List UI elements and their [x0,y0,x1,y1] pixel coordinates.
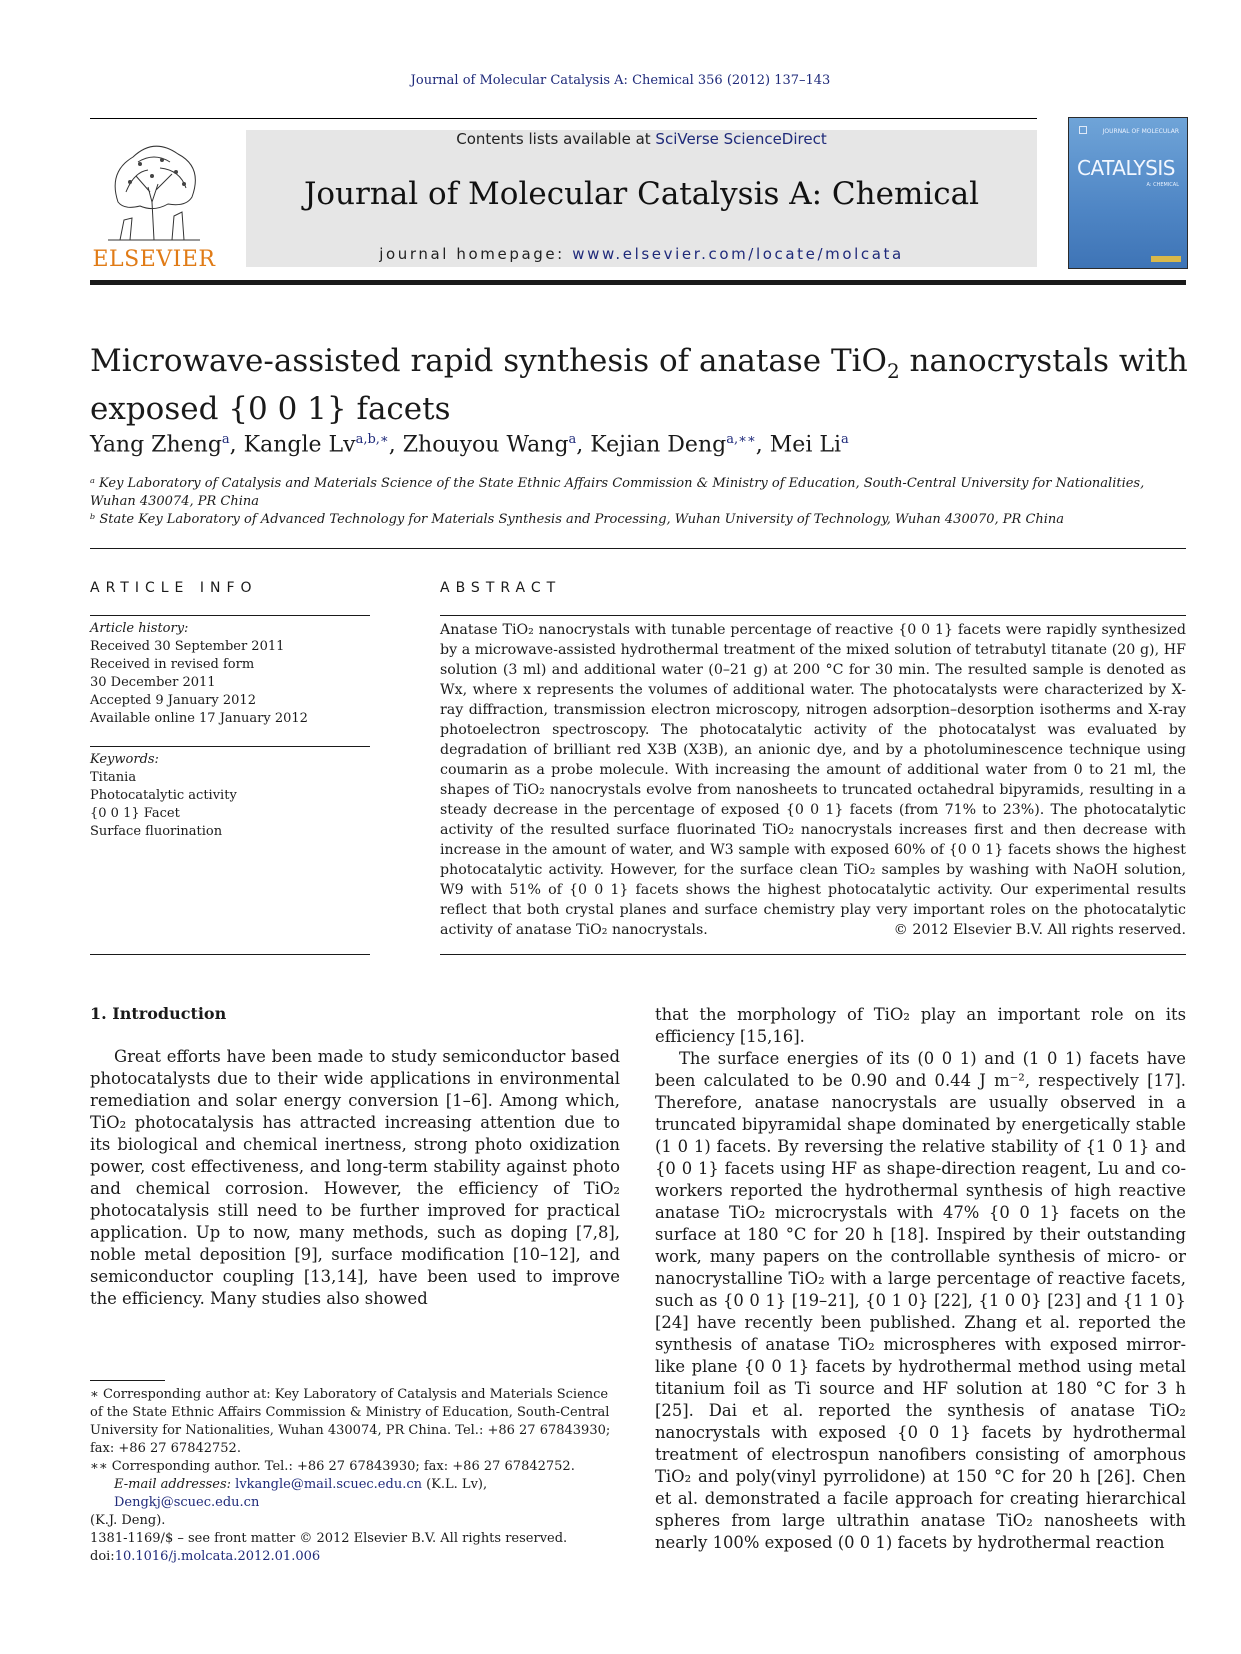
history-item: Received in revised form [90,657,255,672]
cover-title: CATALYSIS [1077,156,1175,180]
history-item: Available online 17 January 2012 [90,711,308,726]
journal-citation-link[interactable]: Journal of Molecular Catalysis A: Chemical 356 (2012) 137–143 [410,73,831,88]
elsevier-wordmark: ELSEVIER [92,247,216,272]
footnote-rule [90,1380,165,1381]
keywords-block [90,751,370,841]
contents-prefix: Contents lists available at [456,130,656,148]
title-part-1: Microwave-assisted rapid synthesis of anatase TiO [90,343,887,379]
top-rule [90,118,1037,119]
email-owner-deng: (K.J. Deng). [90,1513,166,1528]
body-column-left [90,1046,620,1310]
author-list: Yang Zheng$^a$, Kangle $Lv^{a,b,∗}$, Zhouyou Wang$^a$, Kejian Deng$^{a,∗∗}$, Mei Li$^a$ [90,432,849,458]
doi-link[interactable]: 10.1016/j.molcata.2012.01.006 [114,1549,321,1564]
cover-subtitle: A: CHEMICAL [1146,182,1179,188]
article-info-rule [90,615,370,616]
affiliation-b: ᵇ State Key Laboratory of Advanced Technology for Materials Synthesis and Processing, Wuhan University of Technology, Wuhan 430070, PR China [90,512,1065,527]
history-item: Received 30 September 2011 [90,639,285,654]
title-part-2: nanocrystals with exposed {0 0 1} facets [90,343,1188,428]
footnote-emails [90,1476,620,1512]
section-heading-introduction: 1. Introduction [90,1004,227,1023]
footnote-corresponding-1: ∗ Corresponding author at: Key Laboratory of Catalysis and Materials Science of the State Ethnic Affairs Commission & Ministry of Education, South-Central University for Nationalities, Wuhan 430074, PR China. Tel.: +86 27 67843930; fax: +86 27 67842752. [90,1387,611,1456]
abstract-heading: ABSTRACT [440,580,562,596]
intro-paragraph-1-continued: that the morphology of TiO₂ play an important role on its efficiency [15,16]. [655,1005,1186,1046]
cover-publisher-mark [1151,256,1181,262]
journal-name: Journal of Molecular Catalysis A: Chemical [303,176,980,212]
author-name[interactable]: Yang Zheng [90,432,222,458]
author-affiliation-mark[interactable]: a,b,∗ [355,432,389,447]
author-affiliation-mark[interactable]: a,∗∗ [726,432,756,447]
history-label: Article history: [90,621,189,636]
elsevier-tree-icon [88,132,220,244]
author-affiliation-mark[interactable]: a [568,432,577,447]
keyword-item: Titania [90,770,137,785]
title-subscript: 2 [886,359,900,384]
footnotes [90,1386,620,1530]
cover-emblem-icon [1079,126,1087,134]
article-info-heading: ARTICLE INFO [90,580,258,596]
author-name[interactable]: Kangle Lv [243,432,356,458]
keywords-label: Keywords: [90,752,159,767]
history-item: Accepted 9 January 2012 [90,693,256,708]
elsevier-logo[interactable] [88,132,220,272]
intro-paragraph-2: The surface energies of its (0 0 1) and (1 0 1) facets have been calculated to be 0.90 and 0.44 J m⁻², respectively [17]. Therefore, anatase nanocrystals are usually observed in a truncated bipyramidal shape dominated by energetically stable (1 0 1) facets. By reversing the relative stability of {1 0 1} and {0 0 1} facets using HF as shape-direction reagent, Lu and co-workers reported the hydrothermal synthesis of high reactive anatase TiO₂ microcrystals with 47% {0 0 1} facets on the surface at 180 °C for 20 h [18]. Inspired by their outstanding work, many papers on the controllable synthesis of micro- or nanocrystalline TiO₂ with a large percentage of reactive facets, such as {0 0 1} [19–21], {0 1 0} [22], {1 0 0} [23] and {1 1 0} [24] have recently been published. Zhang et al. reported the synthesis of anatase TiO₂ microspheres with exposed mirror-like plane {0 0 1} facets by hydrothermal method using metal titanium foil as Ti source and HF solution at 180 °C for 3 h [25]. Dai et al. reported the synthesis of anatase TiO₂ nanocrystals with exposed {0 0 1} facets by hydrothermal treatment of electrospun nanofibers consisting of amorphous TiO₂ and poly(vinyl pyrrolidone) at 150 °C for 20 h [26]. Chen et al. demonstrated a facile approach for creating hierarchical spheres from large ultrathin anatase TiO₂ nanosheets with nearly 100% exposed (0 0 1) facets by hydrothermal reaction [655,1049,1186,1552]
sciencedirect-link[interactable]: SciVerse ScienceDirect [655,130,827,148]
issn-line: 1381-1169/$ – see front matter © 2012 Elsevier B.V. All rights reserved. [90,1531,568,1546]
author-name[interactable]: Zhouyou Wang [402,432,569,458]
footnote-corresponding-2: ∗∗ Corresponding author. Tel.: +86 27 67843930; fax: +86 27 67842752. [90,1459,575,1474]
email-link-deng[interactable]: Dengkj@scuec.edu.cn [114,1495,260,1510]
email-label: E-mail addresses: [114,1477,236,1492]
article-history [90,620,370,728]
body-column-right [655,1004,1186,1554]
doi-line [90,1548,620,1566]
journal-homepage-line [246,245,1037,263]
header-thick-rule [90,280,1186,285]
homepage-link[interactable]: www.elsevier.com/locate/molcata [572,245,904,263]
author-name[interactable]: Mei Li [769,432,842,458]
article-title [90,342,1190,428]
abstract-top-rule [440,615,1186,616]
author-affiliation-mark[interactable]: a [221,432,230,447]
intro-paragraph-1: Great efforts have been made to study semiconductor based photocatalysts due to their wide applications in environmental remediation and solar energy conversion [1–6]. Among which, TiO₂ photocatalysis has attracted increasing attention due to its biological and chemical inertness, strong photo oxidization power, cost effectiveness, and long-term stability against photo and chemical corrosion. However, the efficiency of TiO₂ photocatalysis still need to be further improved for practical application. Up to now, many methods, such as doping [7,8], noble metal deposition [9], surface modification [10–12], and semiconductor coupling [13,14], have been used to improve the efficiency. Many studies also showed [90,1047,620,1308]
author-affiliation-mark[interactable]: a [841,432,849,447]
affiliation-rule [90,548,1186,549]
abstract-text: Anatase TiO₂ nanocrystals with tunable percentage of reactive {0 0 1} facets were rapidly synthesized by a microwave-assisted hydrothermal treatment of the mixed solution of tetrabutyl titanate (20 g), HF solution (3 ml) and additional water (0–21 g) at 200 °C for 30 min. The resulted sample is denoted as Wx, where x represents the volumes of additional water. The photocatalysts were characterized by X-ray diffraction, transmission electron microscopy, nitrogen adsorption–desorption isotherms and X-ray photoelectron spectroscopy. The photocatalytic activity of the photocatalyst was evaluated by degradation of brilliant red X3B (X3B), an anionic dye, and by a photoluminescence technique using coumarin as a probe molecule. With increasing the amount of additional water from 0 to 21 ml, the shapes of TiO₂ nanocrystals evolve from nanosheets to truncated octahedral bipyramids, resulting in a steady decrease in the percentage of exposed {0 0 1} facets (from 71% to 23%). The photocatalytic activity of the resulted surface fluorinated TiO₂ nanocrystals increases first and then decrease with increase in the amount of water, and W3 sample with exposed 60% of {0 0 1} facets shows the highest photocatalytic activity. However, for the surface clean TiO₂ samples by washing with NaOH solution, W9 with 51% of {0 0 1} facets shows the highest photocatalytic activity. Our experimental results reflect that both crystal planes and surface chemistry play very important roles on the photocatalytic activity of anatase TiO₂ nanocrystals. [440,622,1186,938]
abstract-copyright: © 2012 Elsevier B.V. All rights reserved. [893,922,1186,938]
doi-prefix: doi: [90,1549,115,1564]
email-owner-lv: (K.L. Lv), [421,1477,488,1492]
article-info-bottom-rule [90,954,370,955]
affiliation-a: ᵃ Key Laboratory of Catalysis and Materials Science of the State Ethnic Affairs Commission & Ministry of Education, South-Central University for Nationalities, Wuhan 430074, PR China [90,476,1145,509]
email-link-lv[interactable]: lvkangle@mail.scuec.edu.cn [235,1477,422,1492]
author-name[interactable]: Kejian Deng [590,432,727,458]
keyword-item: Surface fluorination [90,824,223,839]
keywords-rule [90,746,370,747]
keyword-item: Photocatalytic activity [90,788,237,803]
front-matter [90,1530,620,1566]
history-item: 30 December 2011 [90,675,216,690]
journal-cover-thumbnail[interactable] [1068,117,1188,269]
cover-small-title: JOURNAL OF MOLECULAR [1102,128,1179,135]
contents-availability-line [246,130,1037,148]
keyword-item: {0 0 1} Facet [90,806,180,821]
abstract-bottom-rule [440,954,1186,955]
homepage-prefix: journal homepage: [379,245,573,263]
